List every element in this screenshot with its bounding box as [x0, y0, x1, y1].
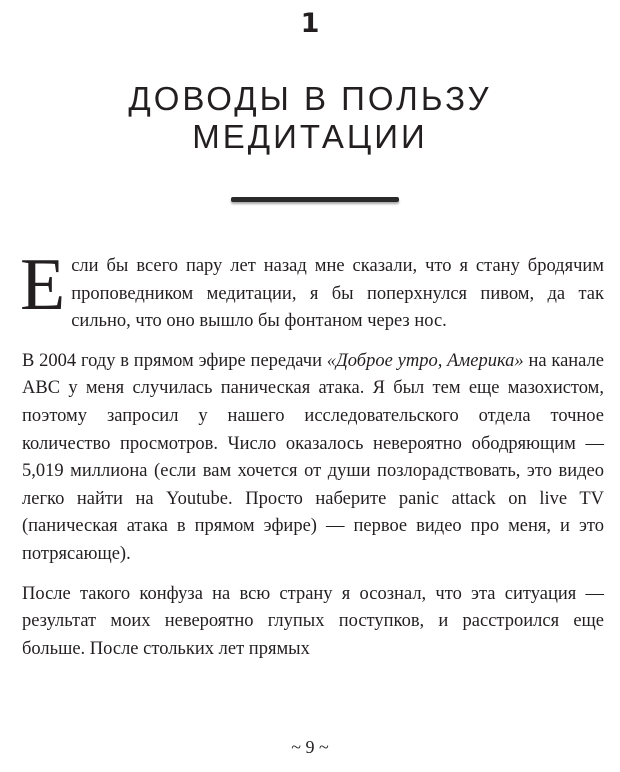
paragraph-1 [20, 244, 604, 336]
chapter-title-line-2: МЕДИТАЦИИ [192, 118, 428, 155]
paragraph-2-text-after: на канале ABC у меня случилась паническая атака. Я был тем еще мазохистом, поэтому запросил у нашего исследовательского отдела точное количество просмотров. Число оказалось невероятно ободряющим — 5,019 миллиона (если вам хочется от души позлорадствовать, это видео легко найти на Youtube. Просто наберите panic attack on live TV (паническая атака в прямом эфире) — первое видео про меня, и это потрясающе). [22, 350, 604, 564]
paragraph-2 [22, 348, 604, 569]
paragraph-3 [22, 581, 604, 664]
chapter-title [0, 80, 620, 156]
title-divider [231, 197, 399, 202]
drop-cap: Е [20, 244, 66, 326]
paragraph-1-text: сли бы всего пару лет назад мне сказали, что я стану бродячим проповедником медитации, я бы поперхнулся пивом, да так сильно, что оно вышло бы фонтаном через нос. [71, 256, 604, 332]
body-text [20, 244, 604, 675]
page-number: ~ 9 ~ [291, 737, 329, 757]
paragraph-3-text: После такого конфуза на всю страну я осознал, что эта ситуация — результат моих невероятно глупых поступков, и расстроился еще больше. После стольких лет прямых [22, 583, 604, 659]
paragraph-2-text-before: В 2004 году в прямом эфире передачи [22, 350, 327, 371]
chapter-number: 1 [300, 8, 320, 39]
chapter-title-line-1: ДОВОДЫ В ПОЛЬЗУ [128, 80, 492, 117]
show-title-italic: «Доброе утро, Америка» [326, 350, 524, 371]
